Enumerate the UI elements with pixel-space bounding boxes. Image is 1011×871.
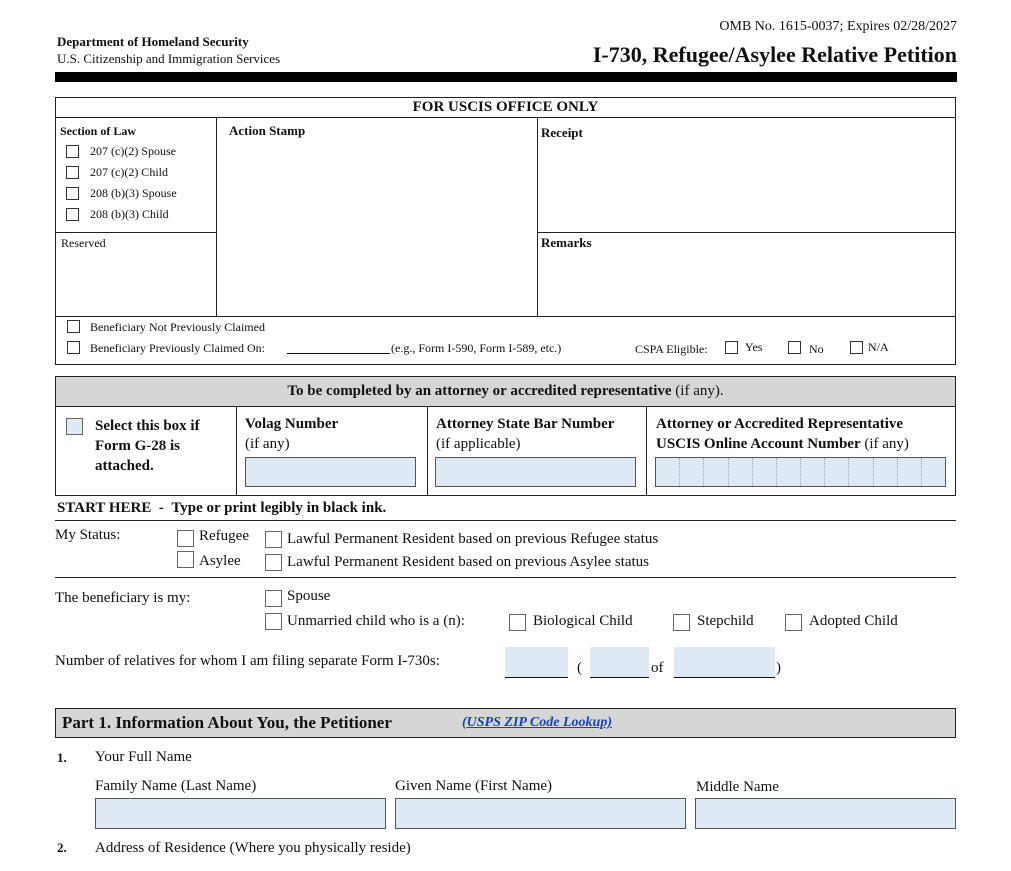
lpr-refugee-checkbox[interactable]: [265, 531, 282, 548]
adopted-child-checkbox[interactable]: [785, 614, 802, 631]
adopted-child-label: Adopted Child: [809, 613, 898, 629]
not-claimed-checkbox[interactable]: [67, 320, 80, 333]
q2-number: 2.: [57, 840, 67, 855]
office-col-divider-1: [216, 117, 217, 316]
law-option-checkbox[interactable]: [66, 166, 79, 179]
g28-label-line: Form G-28 is: [95, 438, 180, 454]
asylee-label: Asylee: [199, 553, 241, 569]
g28-label-line: attached.: [95, 458, 154, 474]
given-name-input[interactable]: [395, 798, 686, 829]
department-name: Department of Homeland Security: [57, 34, 249, 49]
unmarried-child-label: Unmarried child who is a (n):: [287, 613, 465, 629]
start-divider: [55, 520, 956, 521]
relative-index-input[interactable]: [590, 647, 649, 678]
remarks-divider: [537, 232, 956, 233]
open-paren: (: [577, 660, 582, 676]
start-instruction: Type or print legibly in black ink.: [171, 500, 387, 516]
omb-number: OMB No. 1615-0037; Expires 02/28/2027: [719, 19, 957, 34]
num-relatives-label: Number of relatives for whom I am filing separate Form I-730s:: [55, 653, 440, 669]
stepchild-checkbox[interactable]: [673, 614, 690, 631]
g28-label: [95, 416, 200, 476]
attorney-heading-bold: To be completed by an attorney or accredited representative: [287, 383, 672, 399]
cspa-label: CSPA Eligible:: [635, 342, 708, 356]
uscis-account-label-bold: USCIS Online Account Number: [656, 436, 861, 452]
volag-input[interactable]: [245, 457, 416, 487]
attorney-col-divider-1: [236, 406, 237, 496]
g28-checkbox[interactable]: [66, 418, 83, 435]
uscis-account-input[interactable]: [655, 457, 946, 487]
lpr-asylee-label: Lawful Permanent Resident based on previous Asylee status: [287, 554, 650, 570]
middle-name-label: Middle Name: [696, 779, 779, 795]
refugee-label: Refugee: [199, 528, 249, 544]
lpr-refugee-label: Lawful Permanent Resident based on previous Refugee status: [287, 531, 659, 547]
of-label: of: [651, 660, 664, 676]
volag-sub: (if any): [245, 436, 290, 452]
agency-name: U.S. Citizenship and Immigration Services: [57, 51, 281, 66]
claimed-on-example: (e.g., Form I-590, Form I-589, etc.): [391, 341, 562, 355]
remarks-label: Remarks: [541, 235, 592, 250]
attorney-col-divider-2: [427, 406, 428, 496]
lpr-asylee-checkbox[interactable]: [265, 554, 282, 571]
bar-number-sub: (if applicable): [436, 436, 521, 452]
header-rule: [55, 72, 957, 82]
num-relatives-input[interactable]: [505, 647, 568, 678]
cspa-yes-checkbox[interactable]: [725, 341, 738, 354]
reserved-divider: [55, 232, 216, 233]
my-status-label: My Status:: [55, 527, 121, 543]
start-here: [57, 500, 386, 517]
biological-child-label: Biological Child: [533, 613, 633, 629]
family-name-input[interactable]: [95, 798, 386, 829]
spouse-label: Spouse: [287, 588, 331, 604]
attorney-heading-normal: (if any).: [675, 383, 724, 399]
middle-name-input[interactable]: [695, 798, 956, 829]
spouse-checkbox[interactable]: [265, 590, 282, 607]
form-title: I-730, Refugee/Asylee Relative Petition: [592, 42, 957, 67]
law-option-label: 207 (c)(2) Child: [90, 165, 168, 179]
office-bottom-divider: [55, 316, 956, 317]
office-use-title: FOR USCIS OFFICE ONLY: [412, 99, 599, 115]
reserved-label: Reserved: [61, 236, 106, 250]
cspa-na-checkbox[interactable]: [850, 341, 863, 354]
claimed-on-label: Beneficiary Previously Claimed On:: [90, 341, 265, 355]
claimed-on-checkbox[interactable]: [67, 341, 80, 354]
start-here-label: START HERE: [57, 500, 152, 516]
cspa-no-label: No: [809, 342, 824, 356]
start-here-dash: -: [158, 500, 164, 516]
beneficiary-label: The beneficiary is my:: [55, 590, 191, 606]
attorney-col-divider-3: [646, 406, 647, 496]
refugee-checkbox[interactable]: [177, 530, 194, 547]
cspa-no-checkbox[interactable]: [788, 341, 801, 354]
law-option-label: 208 (b)(3) Child: [90, 207, 169, 221]
receipt-label: Receipt: [541, 125, 583, 140]
uscis-account-label: Attorney or Accredited Representative: [656, 416, 904, 432]
biological-child-checkbox[interactable]: [509, 614, 526, 631]
family-name-label: Family Name (Last Name): [95, 778, 257, 794]
close-paren: ): [776, 660, 781, 676]
relative-total-input[interactable]: [674, 647, 775, 678]
status-divider: [55, 577, 956, 578]
law-option-label: 208 (b)(3) Spouse: [90, 186, 177, 200]
asylee-checkbox[interactable]: [177, 551, 194, 568]
uscis-account-label-2: [656, 436, 909, 453]
q2-label: Address of Residence (Where you physically reside): [95, 840, 411, 856]
stepchild-label: Stepchild: [697, 613, 754, 629]
law-option-checkbox[interactable]: [66, 187, 79, 200]
part1-title: Part 1. Information About You, the Petitioner: [62, 713, 392, 732]
not-claimed-label: Beneficiary Not Previously Claimed: [90, 320, 265, 334]
attorney-heading: [55, 383, 956, 400]
law-option-checkbox[interactable]: [66, 208, 79, 221]
cspa-yes-label: Yes: [745, 340, 763, 354]
unmarried-child-checkbox[interactable]: [265, 613, 282, 630]
section-of-law-label: Section of Law: [60, 124, 136, 138]
volag-label: Volag Number: [245, 416, 339, 432]
claimed-on-line[interactable]: [287, 353, 390, 354]
law-option-checkbox[interactable]: [66, 145, 79, 158]
uscis-account-sub: (if any): [864, 436, 909, 452]
cspa-na-label: N/A: [868, 340, 889, 354]
given-name-label: Given Name (First Name): [395, 778, 553, 794]
bar-number-input[interactable]: [435, 457, 636, 487]
usps-zip-link[interactable]: (USPS ZIP Code Lookup): [462, 715, 612, 730]
q1-number: 1.: [57, 750, 67, 765]
office-divider: [55, 117, 956, 118]
bar-number-label: Attorney State Bar Number: [436, 416, 615, 432]
q1-label: Your Full Name: [95, 749, 192, 765]
law-option-label: 207 (c)(2) Spouse: [90, 144, 176, 158]
action-stamp-label: Action Stamp: [229, 123, 306, 138]
g28-label-line: Select this box if: [95, 418, 200, 434]
office-col-divider-2: [537, 117, 538, 316]
